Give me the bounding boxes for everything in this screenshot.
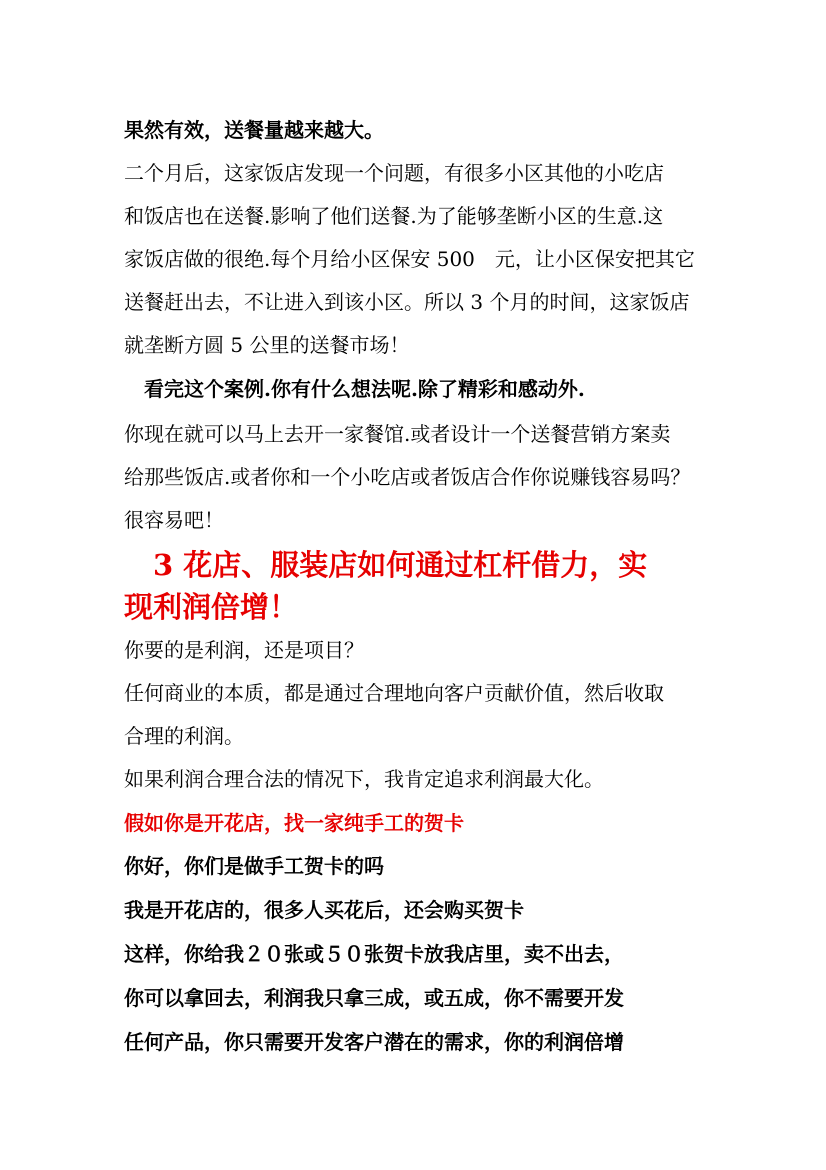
paragraph-line: 很容易吧！	[124, 508, 224, 532]
section-heading-line-1: 3 花店、服装店如何通过杠杆借力，实	[124, 548, 648, 582]
paragraph-line: 你好，你们是做手工贺卡的吗	[124, 854, 384, 878]
paragraph-line: 如果利润合理合法的情况下，我肯定追求利润最大化。	[124, 767, 604, 791]
paragraph-line: 你要的是利润，还是项目？	[124, 638, 364, 662]
paragraph-line: 给那些饭店.或者你和一个小吃店或者饭店合作你说赚钱容易吗？	[124, 465, 691, 489]
paragraph-line: 和饭店也在送餐.影响了他们送餐.为了能够垄断小区的生意.这	[124, 204, 664, 228]
paragraph-line: 你现在就可以马上去开一家餐馆.或者设计一个送餐营销方案卖	[124, 422, 671, 446]
highlight-line: 假如你是开花店，找一家纯手工的贺卡	[124, 811, 464, 835]
paragraph-line: 这样，你给我２０张或５０张贺卡放我店里，卖不出去，	[124, 942, 624, 966]
paragraph-line: 合理的利润。	[124, 724, 244, 748]
paragraph-line: 任何产品，你只需要开发客户潜在的需求，你的利润倍增	[124, 1030, 624, 1054]
paragraph-line: 看完这个案例.你有什么想法呢.除了精彩和感动外.	[124, 377, 585, 401]
paragraph-line: 家饭店做的很绝.每个月给小区保安 500 元，让小区保安把其它	[124, 247, 695, 271]
paragraph-line: 二个月后，这家饭店发现一个问题，有很多小区其他的小吃店	[124, 161, 664, 185]
paragraph-line: 任何商业的本质，都是通过合理地向客户贡献价值，然后收取	[124, 681, 664, 705]
section-heading-line-2: 现利润倍增！	[124, 590, 299, 624]
paragraph-line: 我是开花店的，很多人买花后，还会购买贺卡	[124, 898, 524, 922]
paragraph-line: 就垄断方圆 5 公里的送餐市场！	[124, 333, 410, 357]
paragraph-line: 果然有效，送餐量越来越大。	[124, 118, 384, 142]
paragraph-line: 送餐赶出去，不让进入到该小区。所以 3 个月的时间，这家饭店	[124, 290, 690, 314]
paragraph-line: 你可以拿回去，利润我只拿三成，或五成，你不需要开发	[124, 986, 624, 1010]
